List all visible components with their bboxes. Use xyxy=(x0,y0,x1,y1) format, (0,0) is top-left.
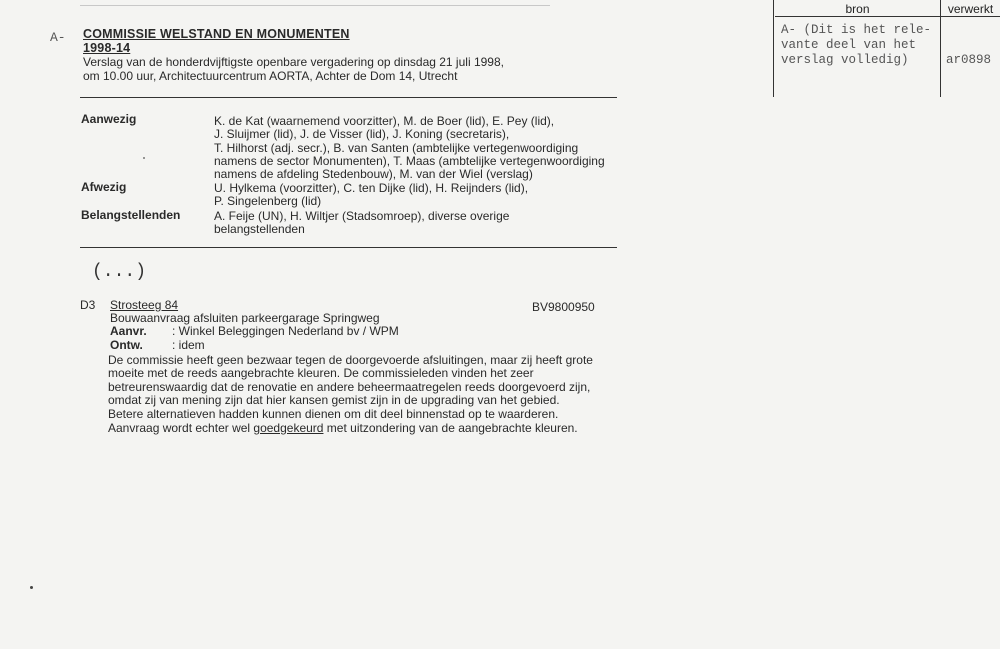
aanvr-value: : Winkel Beleggingen Nederland bv / WPM xyxy=(172,324,399,338)
item-address: Strosteeg 84 xyxy=(110,298,179,312)
header-line-1: Verslag van de honderdvijftigste openbare vergadering op dinsdag 21 juli 1998, xyxy=(83,55,504,69)
scan-speck xyxy=(30,586,33,589)
decision-text-post: met uitzondering van de aangebrachte kleuren. xyxy=(323,421,578,435)
table-header-border xyxy=(775,16,1000,17)
aanwezig-line-5: namens de afdeling Stedenbouw), M. van der Wiel (verslag) xyxy=(214,167,533,181)
ontw-value: : idem xyxy=(172,338,205,352)
body-line-3: betreurenswaardig dat de renovatie en andere beheermaatregelen reeds doorgevoerd zijn, xyxy=(108,380,591,394)
column-header-bron: bron xyxy=(845,2,870,16)
aanwezig-label: Aanwezig xyxy=(81,112,137,126)
afwezig-line-1: U. Hylkema (voorzitter), C. ten Dijke (lid), H. Reijnders (lid), xyxy=(214,181,529,195)
body-line-4: omdat zij van mening zijn dat hier kansen gemist zijn in de upgrading van het gebied. xyxy=(108,393,560,407)
header-divider xyxy=(80,97,617,98)
scan-speck xyxy=(143,157,145,159)
bron-line-1: A- (Dit is het rele- xyxy=(781,23,932,37)
column-header-verwerkt: verwerkt xyxy=(947,2,994,16)
item-code: D3 xyxy=(80,298,96,312)
bron-line-3: verslag volledig) xyxy=(781,53,909,67)
body-line-2: moeite met de reeds aangebrachte kleuren. De commissieleden vinden het zeer xyxy=(108,366,534,380)
table-left-border xyxy=(773,0,774,97)
item-reference: BV9800950 xyxy=(532,300,595,314)
aanwezig-line-4: namens de sector Monumenten), T. Maas (ambtelijke vertegenwoordiging xyxy=(214,154,605,168)
omission-ellipsis: (...) xyxy=(92,262,147,282)
margin-marker: A- xyxy=(50,30,66,45)
body-line-6 xyxy=(108,421,578,435)
bron-line-2: vante deel van het xyxy=(781,38,917,52)
header-line-2: om 10.00 uur, Architectuurcentrum AORTA, Achter de Dom 14, Utrecht xyxy=(83,69,458,83)
afwezig-label: Afwezig xyxy=(81,180,127,194)
item-subject: Bouwaanvraag afsluiten parkeergarage Springweg xyxy=(110,311,380,325)
belangstellenden-label: Belangstellenden xyxy=(81,208,181,222)
aanwezig-line-2: J. Sluijmer (lid), J. de Visser (lid), J. Koning (secretaris), xyxy=(214,127,510,141)
aanvr-label: Aanvr. xyxy=(110,324,147,338)
aanwezig-line-3: T. Hilhorst (adj. secr.), B. van Santen (ambtelijke vertegenwoordiging xyxy=(214,141,579,155)
body-line-5: Betere alternatieven hadden kunnen dienen om dit deel binnenstad op te waarderen. xyxy=(108,407,559,421)
aanwezig-line-1: K. de Kat (waarnemend voorzitter), M. de Boer (lid), E. Pey (lid), xyxy=(214,114,555,128)
attendance-divider xyxy=(80,247,617,248)
top-faint-rule xyxy=(80,5,550,6)
document-number: 1998-14 xyxy=(83,41,131,55)
belangstellenden-line-1: A. Feije (UN), H. Wiltjer (Stadsomroep), diverse overige xyxy=(214,209,510,223)
decision-text-pre: Aanvraag wordt echter wel xyxy=(108,421,254,435)
body-line-1: De commissie heeft geen bezwaar tegen de doorgevoerde afsluitingen, maar zij heeft grote xyxy=(108,353,593,367)
belangstellenden-line-2: belangstellenden xyxy=(214,222,305,236)
ontw-label: Ontw. xyxy=(110,338,143,352)
decision-approved: goedgekeurd xyxy=(253,421,324,435)
verwerkt-value: ar0898 xyxy=(946,53,992,67)
document-title: COMMISSIE WELSTAND EN MONUMENTEN xyxy=(83,27,350,41)
afwezig-line-2: P. Singelenberg (lid) xyxy=(214,194,322,208)
